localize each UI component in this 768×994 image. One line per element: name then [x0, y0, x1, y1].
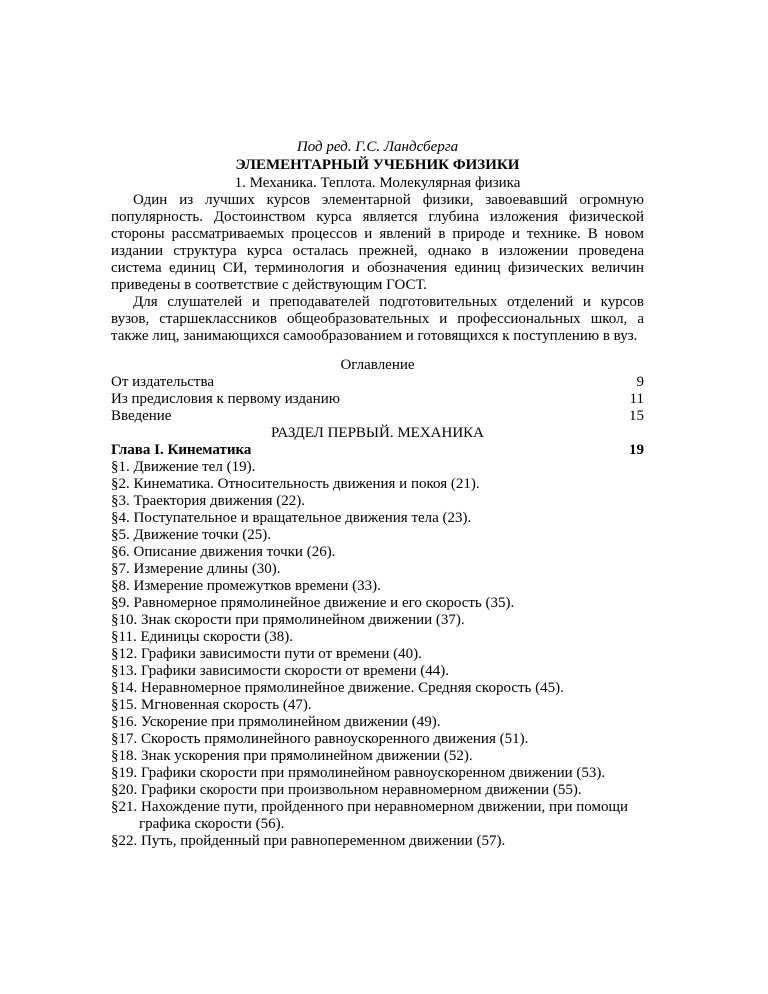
toc-row-page: 11 — [629, 391, 644, 407]
toc-entry: §2. Кинематика. Относительность движения и покоя (21). — [111, 476, 480, 492]
toc-row-preface — [111, 391, 644, 408]
toc-row-page: 9 — [636, 374, 644, 390]
toc-entry: §15. Мгновенная скорость (47). — [111, 697, 312, 713]
toc-entry: §11. Единицы скорости (38). — [111, 629, 293, 645]
toc-row-page: 15 — [629, 408, 644, 424]
toc-entry: §8. Измерение промежутков времени (33). — [111, 578, 381, 594]
toc-entry: §4. Поступательное и вращательное движения тела (23). — [111, 510, 472, 526]
toc-row-title: Из предисловия к первому изданию — [111, 391, 340, 407]
toc-entry: §10. Знак скорости при прямолинейном движении (37). — [111, 612, 465, 628]
toc-entry: §20. Графики скорости при произвольном неравномерном движении (55). — [111, 782, 582, 798]
chapter-page: 19 — [629, 442, 644, 458]
toc-entry: §18. Знак ускорения при прямолинейном движении (52). — [111, 748, 473, 764]
volume-subtitle: 1. Механика. Теплота. Молекулярная физика — [234, 175, 521, 191]
toc-entry: §22. Путь, пройденный при равнопеременном движении (57). — [111, 833, 506, 849]
description-paragraph-2: Для слушателей и преподавателей подготовительных отделений и курсов вузов, старшеклассников общеобразовательных и профессиональных школ, а также лиц, занимающихся самообразованием и готовящихся к поступлению в вуз. — [111, 294, 644, 344]
toc-row-title: Введение — [111, 408, 172, 424]
description-paragraph-1: Один из лучших курсов элементарной физики, завоевавший огромную популярность. Достоинством курса является глубина изложения физической стороны рассматриваемых процессов и явлений в природе и технике. В новом издании структура курса осталась прежней, однако в изложении проведена система единиц СИ, терминология и обозначения единиц физических величин приведены в соответствие с действующим ГОСТ. — [111, 192, 644, 293]
toc-heading: Оглавление — [340, 357, 415, 373]
toc-entry: §3. Траектория движения (22). — [111, 493, 306, 509]
document-page — [111, 138, 644, 850]
toc-entry: §14. Неравномерное прямолинейное движение. Средняя скорость (45). — [111, 680, 564, 696]
editor-line: Под ред. Г.С. Ландсберга — [296, 139, 459, 155]
toc-entry: §5. Движение точки (25). — [111, 527, 271, 543]
toc-entry: §19. Графики скорости при прямолинейном равноускоренном движении (53). — [111, 765, 606, 781]
book-title: ЭЛЕМЕНТАРНЫЙ УЧЕБНИК ФИЗИКИ — [235, 157, 520, 173]
toc-entry: §12. Графики зависимости пути от времени (40). — [111, 646, 422, 662]
toc-entry: §16. Ускорение при прямолинейном движении (49). — [111, 714, 441, 730]
section-list — [111, 459, 644, 850]
toc-entry: §13. Графики зависимости скорости от времени (44). — [111, 663, 450, 679]
toc-row-publisher — [111, 374, 644, 391]
toc-entry: §6. Описание движения точки (26). — [111, 544, 336, 560]
toc-entry: §9. Равномерное прямолинейное движение и его скорость (35). — [111, 595, 515, 611]
toc-entry: §17. Скорость прямолинейного равноускоренного движения (51). — [111, 731, 529, 747]
toc-row-introduction — [111, 408, 644, 425]
toc-entry: §21. Нахождение пути, пройденного при неравномерном движении, при помощи графика скорости (56). — [111, 799, 629, 832]
toc-entry: §7. Измерение длины (30). — [111, 561, 281, 577]
toc-chapter-row — [111, 442, 644, 459]
chapter-title: Глава I. Кинематика — [111, 442, 252, 458]
part-title: РАЗДЕЛ ПЕРВЫЙ. МЕХАНИКА — [270, 425, 485, 441]
toc-row-title: От издательства — [111, 374, 215, 390]
toc-entry: §1. Движение тел (19). — [111, 459, 256, 475]
